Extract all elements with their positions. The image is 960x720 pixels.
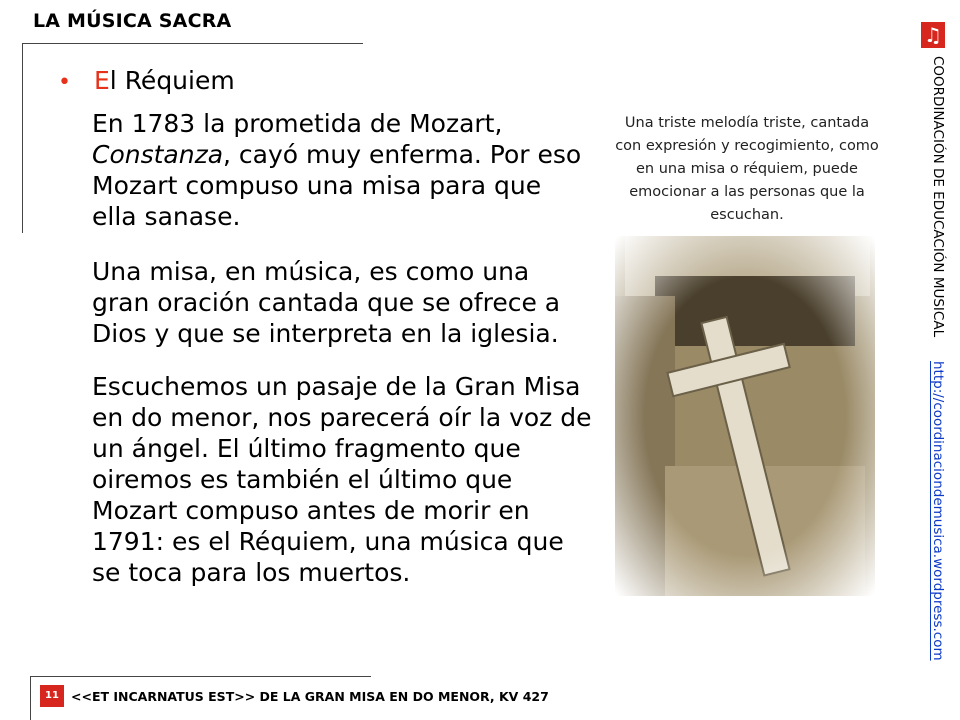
slide-title: LA MÚSICA SACRA [33,10,232,32]
paragraph-1-start: En 1783 la prometida de Mozart, [92,109,503,138]
page-number-badge: 11 [40,685,64,707]
sidebar-vertical-text [926,56,946,661]
bullet-dot-icon: • [58,70,71,95]
bullet-heading-rest: l Réquiem [109,66,235,95]
footer-divider-vertical [30,676,31,720]
paragraph-1-italic-name: Constanza [92,140,224,169]
paragraph-3: Escuchemos un pasaje de la Gran Misa en do menor, nos parecerá oír la voz de un ángel. El último fragmento que oiremos es también el último que Mozart compuso antes de morir en 1791: es el Réquiem, una música que se toca para los muertos. [92,372,592,587]
cross-photo [615,236,875,596]
bullet-heading-initial: E [94,66,110,95]
footer-title: <<ET INCARNATUS EST>> DE LA GRAN MISA EN DO MENOR, KV 427 [71,689,549,704]
header-divider [22,43,363,44]
paragraph-1-end: , cayó muy enferma. Por eso Mozart compuso una misa para que ella sanase. [92,140,582,231]
sidebar-url-link[interactable]: http://coordinaciondemusica.wordpress.com [930,361,946,661]
paragraph-2: Una misa, en música, es como una gran oración cantada que se ofrece a Dios y que se interpreta en la iglesia. [92,257,561,348]
header-divider-vertical [22,43,23,233]
sidebar-org-name: COORDINACIÓN DE EDUCACIÓN MUSICAL [930,56,946,338]
image-caption: Una triste melodía triste, cantada con expresión y recogimiento, como en una misa o réquiem, puede emocionar a las personas que la escuchan. [615,115,879,223]
bullet-heading [94,66,235,95]
photo-vignette [615,236,875,596]
music-note-icon: ♫ [921,22,945,48]
footer-divider [30,676,371,677]
paragraph-1 [92,108,592,232]
